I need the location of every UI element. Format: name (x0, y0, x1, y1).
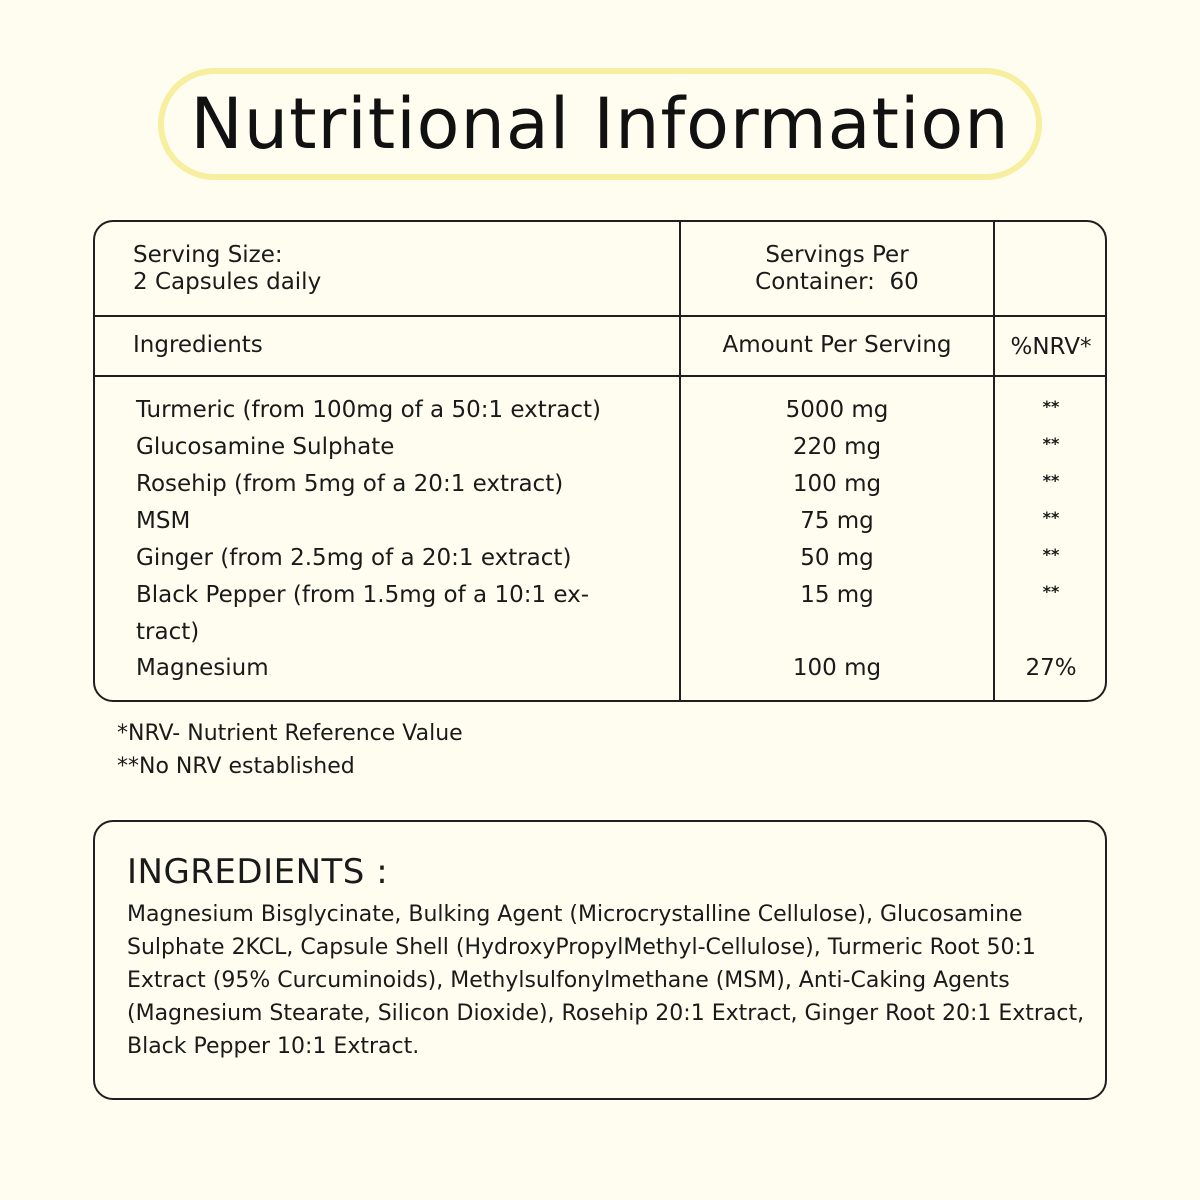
servings-per-value: Container: 60 (755, 269, 919, 295)
serving-size-label: Serving Size: (133, 242, 283, 268)
nrv-cell: ** (1042, 397, 1060, 416)
amount-cell: 15 mg (800, 582, 874, 608)
amount-cell: 220 mg (792, 434, 882, 460)
ingredient-name: Magnesium (136, 655, 269, 681)
nutrition-facts-table (93, 220, 1107, 702)
ingredient-names (136, 392, 656, 687)
ingredient-name: Turmeric (from 100mg of a 50:1 extract) (136, 397, 601, 423)
header-amount: Amount Per Serving (722, 332, 952, 358)
amount-cell: 5000 mg (785, 397, 889, 423)
servings-per-container (681, 242, 993, 296)
servings-per-label: Servings Per (765, 242, 909, 268)
footnotes (117, 717, 463, 783)
amount-cell: 100 mg (792, 471, 882, 497)
ingredient-name-continued: tract) (136, 619, 200, 645)
nrv-cell: ** (1042, 508, 1060, 527)
nrv-cell: 27% (1025, 655, 1077, 681)
ingredient-name-multiline (136, 577, 656, 650)
nrv-cell: ** (1042, 434, 1060, 453)
ingredient-name: Black Pepper (from 1.5mg of a 10:1 ex- (136, 582, 590, 608)
ingredients-panel (93, 820, 1107, 1100)
serving-size (133, 242, 321, 296)
row-divider (95, 375, 1105, 377)
row-divider (95, 315, 1105, 317)
amount-cell: 75 mg (800, 508, 874, 534)
ingredients-heading: INGREDIENTS : (127, 852, 389, 892)
nrv-cell: ** (1042, 582, 1060, 601)
nrv-column (995, 392, 1107, 687)
amounts-column (681, 392, 993, 687)
footnote-no-nrv: **No NRV established (117, 754, 355, 779)
nrv-cell: ** (1042, 471, 1060, 490)
ingredient-name: MSM (136, 508, 191, 534)
ingredient-name: Ginger (from 2.5mg of a 20:1 extract) (136, 545, 572, 571)
page-title: Nutritional Information (190, 83, 1010, 165)
serving-size-value: 2 Capsules daily (133, 269, 322, 295)
header-ingredients: Ingredients (133, 332, 263, 358)
footnote-nrv: *NRV- Nutrient Reference Value (117, 721, 463, 746)
ingredient-name: Glucosamine Sulphate (136, 434, 395, 460)
amount-cell: 100 mg (792, 655, 882, 681)
title-banner (158, 68, 1042, 180)
header-nrv: %NRV* (1010, 334, 1092, 360)
ingredient-name: Rosehip (from 5mg of a 20:1 extract) (136, 471, 564, 497)
amount-cell: 50 mg (800, 545, 874, 571)
nrv-cell: ** (1042, 545, 1060, 564)
ingredients-text: Magnesium Bisglycinate, Bulking Agent (Microcrystalline Cellulose), Glucosamine Sulphate 2KCL, Capsule Shell (HydroxyPropylMethyl-Cellulose), Turmeric Root 50:1 Extract (95% Curcuminoids), Methylsulfonylmethane (MSM), Anti-Caking Agents (Magnesium Stearate, Silicon Dioxide), Rosehip 20:1 Extract, Ginger Root 20:1 Extract, Black Pepper 10:1 Extract. (127, 902, 1085, 1059)
